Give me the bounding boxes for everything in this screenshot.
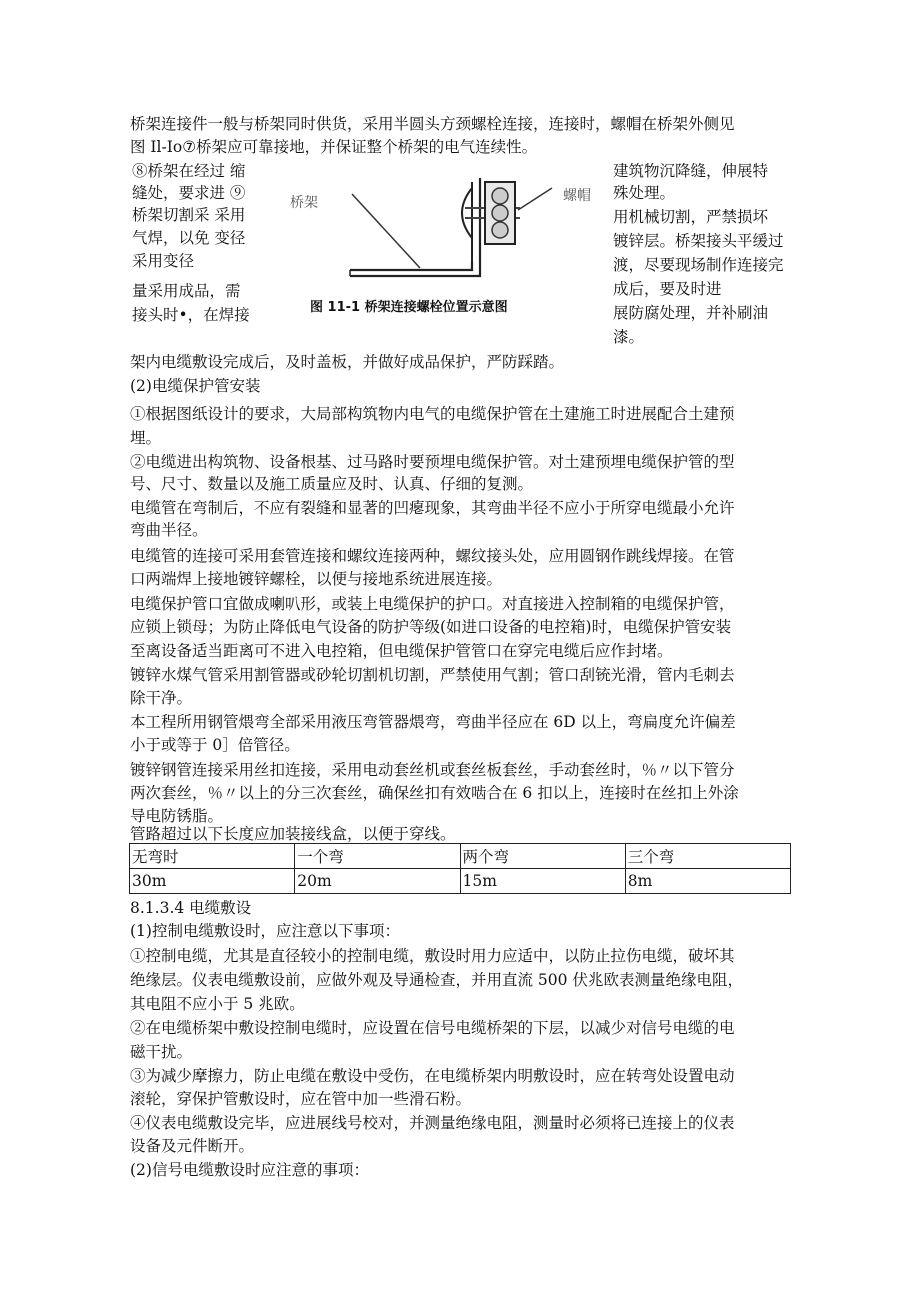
label-nut: 螺帽 xyxy=(563,188,591,204)
paragraph-line: ①根据图纸设计的要求，大局部构筑物内电气的电缆保护管在土建施工时进展配合土建预 xyxy=(130,405,735,423)
paragraph-line: 两次套丝，％〃以上的分三次套丝，确保丝扣有效啮合在 6 扣以上，连接时在丝扣上外涂 xyxy=(130,784,739,802)
table-cell: 30m xyxy=(130,869,295,894)
table-header-row xyxy=(130,844,791,869)
column-line: 接头时•，在焊接 xyxy=(132,306,250,324)
paragraph-line: 电缆管在弯制后，不应有裂缝和显著的凹瘪现象，其弯曲半径不应小于所穿电缆最小允许 xyxy=(130,499,735,517)
paragraph-line: 电缆保护管口宜做成喇叭形，或装上电缆保护的护口。对直接进入控制箱的电缆保护管， xyxy=(130,595,735,613)
paragraph-line: 号、尺寸、数量以及施工质量应及时、认真、仔细的复测。 xyxy=(130,475,534,493)
paragraph-line: 埋。 xyxy=(130,429,162,447)
column-line: 殊处理。 xyxy=(613,184,676,202)
paragraph-line: ②在电缆桥架中敷设控制电缆时，应设置在信号电缆桥架的下层，以减少对信号电缆的电 xyxy=(130,1019,735,1037)
paragraph-line: ②电缆进出构筑物、设备根基、过马路时要预埋电缆保护管。对土建预埋电缆保护管的型 xyxy=(130,453,735,471)
section-heading: (2)电缆保护管安装 xyxy=(130,377,261,395)
column-line: 量采用成品，需 xyxy=(132,282,241,300)
table-cell: 8m xyxy=(625,869,790,894)
column-line: 采用变径 xyxy=(132,252,195,270)
paragraph-line: 除干净。 xyxy=(130,689,193,707)
column-line: 渡，尽要现场制作连接完 xyxy=(613,256,784,274)
paragraph-line: 弯曲半径。 xyxy=(130,521,208,539)
paragraph-line: ④仪表电缆敷设完毕，应进展线号校对，并测量绝缘电阻，测量时必须将已连接上的仪表 xyxy=(130,1114,735,1132)
table-cell: 无弯时 xyxy=(130,844,295,869)
column-line: 缝处，要求进 ⑨ xyxy=(132,184,246,202)
paragraph-line: ①控制电缆，尤其是直径较小的控制电缆，敷设时用力应适中，以防止拉伤电缆，破坏其 xyxy=(130,947,735,965)
column-line: 桥架切割采 采用 xyxy=(132,206,246,224)
paragraph-line: 口两端焊上接地镀锌螺栓，以便与接地系统进展连接。 xyxy=(130,570,503,588)
bridge-bolt-diagram xyxy=(280,158,610,296)
column-line: 气焊，以免 变径 xyxy=(132,229,246,247)
paragraph-line: 磁干扰。 xyxy=(130,1043,193,1061)
table-cell: 15m xyxy=(460,869,625,894)
table-cell: 20m xyxy=(295,869,460,894)
paragraph-line: 镀锌水煤气管采用割管器或砂轮切割机切割，严禁使用气割；管口刮铳光滑，管内毛刺去 xyxy=(130,666,735,684)
column-line: 成后，要及时进 xyxy=(613,280,722,298)
paragraph-line: 小于或等于 0］倍管径。 xyxy=(130,736,300,754)
paragraph-line: 管路超过以下长度应加装接线盒，以便于穿线。 xyxy=(130,825,456,843)
paragraph-line: 滚轮，穿保护管敷设时，应在管中加一些滑石粉。 xyxy=(130,1090,472,1108)
paragraph-line: 图 Il-Io⑦桥架应可靠接地，并保证整个桥架的电气连续性。 xyxy=(130,138,538,156)
table-cell: 两个弯 xyxy=(460,844,625,869)
paragraph-line: 本工程所用钢管煨弯全部采用液压弯管器煨弯，弯曲半径应在 6D 以上，弯扁度允许偏差 xyxy=(130,713,736,731)
label-bridge: 桥架 xyxy=(290,195,318,211)
section-heading: 8.1.3.4 电缆敷设 xyxy=(130,899,252,917)
column-line: 镀锌层。桥架接头平缓过 xyxy=(613,232,784,250)
paragraph-line: ③为减少摩擦力，防止电缆在敷设中受伤，在电缆桥架内明敷设时，应在转弯处设置电动 xyxy=(130,1067,735,1085)
paragraph-line: 架内电缆敷设完成后，及时盖板，并做好成品保护，严防踩踏。 xyxy=(130,353,565,371)
paragraph-line: 镀锌钢管连接采用丝扣连接，采用电动套丝机或套丝板套丝，手动套丝时，％〃以下管分 xyxy=(130,761,735,779)
table-cell: 三个弯 xyxy=(625,844,790,869)
section-heading: (2)信号电缆敷设时应注意的事项： xyxy=(130,1161,369,1179)
paragraph-line: 设备及元件断开。 xyxy=(130,1137,255,1155)
paragraph-line: 绝缘层。仪表电缆敷设前，应做外观及导通检查，并用直流 500 伏兆欧表测量绝缘电阻， xyxy=(130,971,743,989)
paragraph-line: 电缆管的连接可采用套管连接和螺纹连接两种，螺纹接头处，应用圆钢作跳线焊接。在管 xyxy=(130,547,735,565)
paragraph-line: 至离设备适当距离可不进入电控箱，但电缆保护管管口在穿完电缆后应作封堵。 xyxy=(130,642,673,660)
paragraph-line: 应锁上锁母；为防止降低电气设备的防护等级(如进口设备的电控箱)时，电缆保护管安装 xyxy=(130,618,732,636)
table-cell: 一个弯 xyxy=(295,844,460,869)
column-line: 展防腐处理，并补刷油 xyxy=(613,304,769,322)
table-row xyxy=(130,869,791,894)
figure-caption: 图 11-1 桥架连接螺栓位置示意图 xyxy=(310,300,508,315)
paragraph-line: 桥架连接件一般与桥架同时供货，采用半圆头方颈螺栓连接，连接时，螺帽在桥架外侧见 xyxy=(130,115,735,133)
column-line: 建筑物沉降缝，伸展特 xyxy=(613,162,769,180)
section-heading: (1)控制电缆敷设时，应注意以下事项： xyxy=(130,922,400,940)
column-line: ⑧桥架在经过 缩 xyxy=(132,162,246,180)
column-line: 漆。 xyxy=(613,328,645,346)
paragraph-line: 其电阻不应小于 5 兆欧。 xyxy=(130,995,305,1013)
column-line: 用机械切割，严禁损坏 xyxy=(613,208,769,226)
junction-box-length-table xyxy=(129,843,791,894)
paragraph-line: 导电防锈脂。 xyxy=(130,807,224,825)
